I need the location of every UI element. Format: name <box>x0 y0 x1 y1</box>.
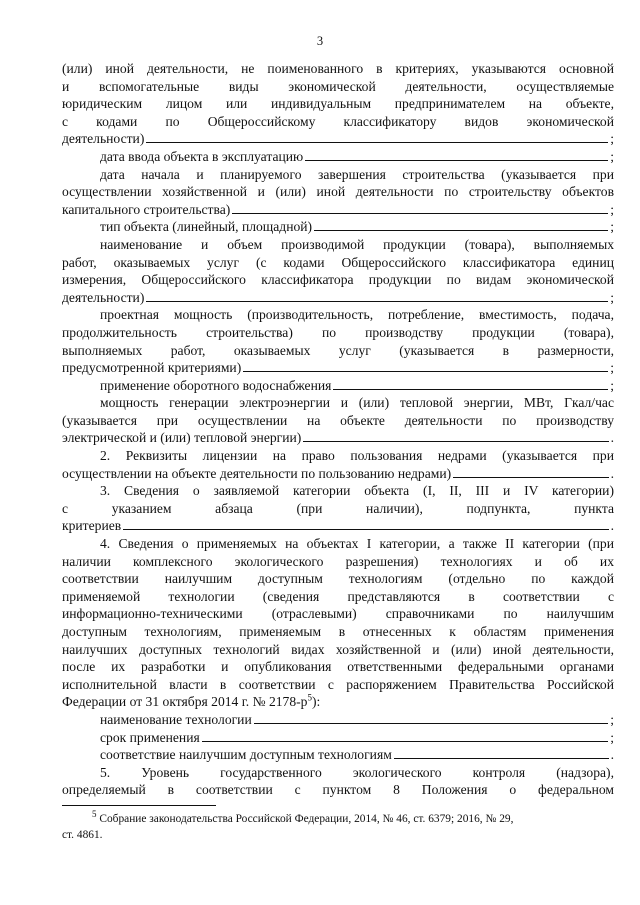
text-line: 2. Реквизиты лицензии на право пользования недрами (указывается при <box>100 448 614 464</box>
text-segment: Федерации от 31 октября 2014 г. № 2178-р <box>62 694 308 710</box>
fill-in-blank <box>232 201 608 214</box>
line-end-punctuation: ; <box>610 201 614 217</box>
text-line: (указывается при осуществлении на объекте деятельности по производству <box>62 412 614 428</box>
text-line: наименование и объем производимой продукции (товара), выполняемых <box>100 236 614 252</box>
footnote-reference: 5 <box>307 692 312 703</box>
line-end-punctuation: ; <box>610 289 614 305</box>
text-line: проектная мощность (производительность, потребление, вместимость, подача, <box>100 307 614 323</box>
fill-in-blank <box>243 359 608 372</box>
text-line: информационно-техническими (отраслевыми) справочниками по наилучшим <box>62 606 614 622</box>
line-end-punctuation: ; <box>610 729 614 745</box>
field-label: применение оборотного водоснабжения <box>100 377 332 393</box>
text-line: работ, оказываемых услуг (с кодами Общероссийского классификатора единиц <box>62 254 614 270</box>
field-label: наименование технологии <box>100 711 252 727</box>
fill-in-blank <box>394 746 609 759</box>
text-line: соответствии наилучшим доступным технологиям (отдельно по каждой <box>62 571 614 587</box>
line-end-punctuation: ; <box>610 377 614 393</box>
footnote <box>62 809 614 843</box>
text-line <box>62 201 614 219</box>
field-label: капитального строительства) <box>62 201 231 217</box>
text-line: доступным технологиям, применяемым в отнесенных к областям применения <box>62 624 614 639</box>
text-line <box>62 218 614 236</box>
field-label: тип объекта (линейный, площадной) <box>100 219 313 235</box>
text-line: 5. Уровень государственного экологического контроля (надзора), <box>100 764 614 780</box>
line-end-punctuation: ; <box>610 711 614 727</box>
line-end-punctuation: ; <box>610 360 614 376</box>
line-end-punctuation: . <box>610 518 614 534</box>
text-line: применяемой технологии (сведения представляются в соответствии с <box>62 588 614 604</box>
field-label: осуществлении на объекте деятельности по пользованию недрами) <box>62 465 452 481</box>
text-line: (или) иной деятельности, не поименованного в критериях, указываются основной <box>62 61 614 76</box>
footnote-separator <box>62 805 216 806</box>
text-line <box>62 746 614 764</box>
field-label: деятельности) <box>62 289 145 305</box>
fill-in-blank <box>146 289 608 302</box>
text-line: исполнительной власти в соответствии с распоряжением Правительства Российской <box>62 676 614 692</box>
footnote-text: Собрание законодательства Российской Федерации, 2014, № 46, ст. 6379; 2016, № 29, <box>99 813 514 825</box>
field-label: дата ввода объекта в эксплуатацию <box>100 148 304 164</box>
fill-in-blank <box>303 429 608 442</box>
text-line: продолжительность строительства) по производству продукции (товара), <box>62 324 614 340</box>
field-label: критериев <box>62 518 122 534</box>
text-line: наличии комплексного экологического разрешения) технологиях и об их <box>62 553 614 569</box>
text-line: с кодами по Общероссийскому классификатору видов экономической <box>62 113 614 129</box>
text-line <box>62 465 614 483</box>
field-label: срок применения <box>100 729 200 745</box>
text-line: и вспомогательные виды экономической деятельности, осуществляемые <box>62 78 614 94</box>
text-line: после их разработки и опубликования ответственными федеральными органами <box>62 659 614 675</box>
text-line <box>62 729 614 747</box>
text-line: мощность генерации электроэнергии и (или) тепловой энергии, МВт, Гкал/час <box>100 395 614 411</box>
field-label: электрической и (или) тепловой энергии) <box>62 430 302 446</box>
text-line <box>62 711 614 729</box>
text-line <box>62 359 614 377</box>
line-end-punctuation: ; <box>610 148 614 164</box>
text-line: выполняемых работ, оказываемых услуг (указывается в размерности, <box>62 342 614 358</box>
text-line <box>62 693 614 711</box>
fill-in-blank <box>254 711 608 724</box>
fill-in-blank <box>123 517 608 530</box>
line-end-punctuation: . <box>610 747 614 763</box>
text-line <box>62 377 614 395</box>
field-label: деятельности) <box>62 131 145 147</box>
footnote-line: ст. 4861. <box>62 828 103 841</box>
fill-in-blank <box>305 148 608 161</box>
text-line <box>62 429 614 447</box>
fill-in-blank <box>146 130 608 143</box>
text-line <box>62 517 614 535</box>
text-line: наилучших доступных технологий видах хозяйственной и (или) иной деятельности, <box>62 641 614 657</box>
text-line: юридическим лицом или индивидуальным предпринимателем на объекте, <box>62 96 614 112</box>
line-end-punctuation: ; <box>610 219 614 235</box>
text-line: определяемый в соответствии с пунктом 8 Положения о федеральном <box>62 782 614 798</box>
fill-in-blank <box>202 729 608 742</box>
text-line: с указанием абзаца (при наличии), подпункта, пункта <box>62 500 614 516</box>
page-number: 3 <box>316 34 324 48</box>
document-body <box>62 60 614 799</box>
text-line: осуществлении хозяйственной и (или) иной деятельности по строительству объектов <box>62 184 614 200</box>
text-line: дата начала и планируемого завершения строительства (указывается при <box>100 166 614 182</box>
field-label: предусмотренной критериями) <box>62 360 242 376</box>
fill-in-blank <box>453 465 608 478</box>
text-line <box>62 148 614 166</box>
text-line: 3. Сведения о заявляемой категории объекта (I, II, III и IV категории) <box>100 483 614 499</box>
text-line <box>62 289 614 307</box>
text-line <box>62 130 614 148</box>
field-label: соответствие наилучшим доступным технологиям <box>100 747 392 763</box>
footnote-marker: 5 <box>92 809 97 820</box>
text-line: 4. Сведения о применяемых на объектах I категории, а также II категории (при <box>100 536 614 552</box>
fill-in-blank <box>314 218 608 231</box>
line-end-punctuation: . <box>610 430 614 446</box>
text-segment: ): <box>311 694 321 710</box>
fill-in-blank <box>333 377 608 390</box>
footnote-line <box>62 809 614 828</box>
text-line: измерения, Общероссийского классификатора продукции по видам экономической <box>62 272 614 288</box>
line-end-punctuation: ; <box>610 131 614 147</box>
line-end-punctuation: . <box>610 465 614 481</box>
